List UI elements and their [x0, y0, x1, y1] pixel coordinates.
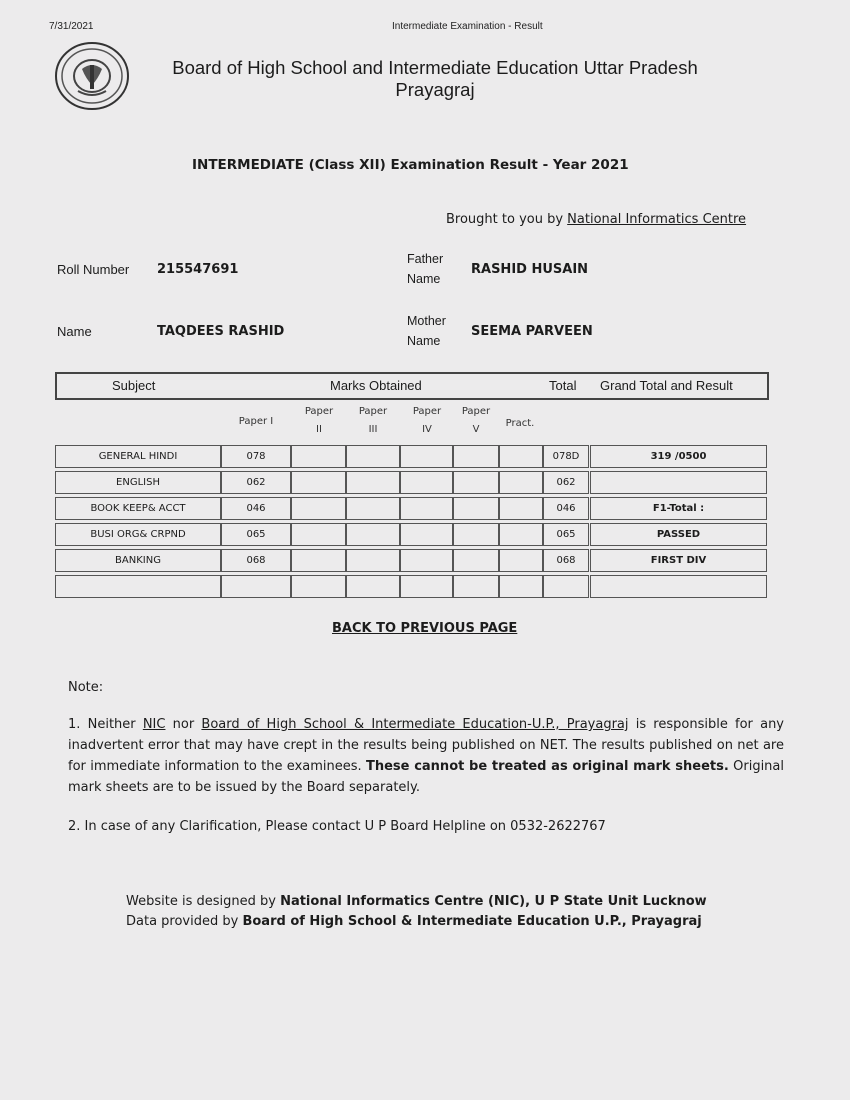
- father-label-line-2: Name: [407, 272, 441, 286]
- table-row: [55, 523, 767, 546]
- print-date: 7/31/2021: [49, 21, 94, 32]
- subheader-label: Pract.: [505, 418, 535, 429]
- marks-table-header: [55, 372, 769, 400]
- subheader-label: Paper: [461, 406, 491, 417]
- header-grand-total: Grand Total and Result: [600, 378, 733, 393]
- note-heading: Note:: [68, 680, 104, 695]
- table-row: [55, 575, 767, 598]
- subheader-label: II: [316, 424, 322, 435]
- up-emblem-logo: [54, 41, 132, 111]
- paper1-cell: 046: [246, 503, 266, 514]
- nic-link[interactable]: National Informatics Centre: [567, 212, 747, 227]
- total-cell: 046: [556, 503, 576, 514]
- subheader-practical: [498, 415, 542, 433]
- paper1-cell: 068: [246, 555, 266, 566]
- mother-name-label: [407, 311, 446, 351]
- note-paragraph-1: [68, 714, 784, 798]
- footer-text: Website is designed by: [126, 894, 281, 909]
- footer-bold-text: Board of High School & Intermediate Education U.P., Prayagraj: [242, 914, 702, 929]
- note-text: is responsible for any inadvertent error that may have crept in the results being published on NET. The results published on net are for immediate information to the examinees.: [68, 717, 785, 774]
- father-label-line-1: Father: [407, 252, 444, 266]
- board-line-2: Prayagraj: [395, 79, 475, 100]
- footer-data-provided: [126, 914, 702, 929]
- roll-number-value: 215547691: [157, 262, 239, 277]
- note-paragraph-2: 2. In case of any Clarification, Please contact U P Board Helpline on 0532-2622767: [68, 819, 606, 834]
- result-cell: PASSED: [656, 529, 701, 540]
- subject-cell: BOOK KEEP& ACCT: [90, 503, 186, 514]
- subheader-label: IV: [422, 424, 432, 435]
- result-cell: F1-Total :: [652, 503, 705, 514]
- header-subject: Subject: [112, 378, 156, 393]
- paper1-cell: 065: [246, 529, 266, 540]
- subheader-paper-1: [227, 413, 285, 431]
- mother-label-line-2: Name: [407, 334, 441, 348]
- header-total: Total: [549, 378, 577, 393]
- subheader-paper-5: [452, 403, 500, 439]
- subheader-label: Paper: [358, 406, 388, 417]
- footer-bold-text: National Informatics Centre (NIC), U P State Unit Lucknow: [280, 894, 707, 909]
- footer-designed-by: [126, 894, 707, 909]
- subheader-paper-4: [403, 403, 451, 439]
- mother-label-line-1: Mother: [407, 314, 446, 328]
- subheader-label: V: [472, 424, 480, 435]
- footer-text: Data provided by: [126, 914, 243, 929]
- result-cell: FIRST DIV: [650, 555, 707, 566]
- subject-cell: BUSI ORG& CRPND: [90, 529, 186, 540]
- nic-note-link[interactable]: NIC: [142, 717, 166, 732]
- subheader-label: Paper I: [238, 416, 274, 427]
- exam-title: INTERMEDIATE (Class XII) Examination Result - Year 2021: [192, 157, 629, 173]
- note-text: nor: [165, 717, 202, 732]
- father-name-label: [407, 249, 443, 289]
- brought-by-prefix: Brought to you by: [446, 212, 568, 227]
- subheader-label: III: [368, 424, 378, 435]
- board-note-link[interactable]: Board of High School & Intermediate Education-U.P., Prayagraj: [201, 717, 629, 732]
- note-text: Original mark sheets are to be issued by the Board separately.: [68, 759, 784, 795]
- subject-cell: BANKING: [115, 555, 161, 566]
- result-cell: 319 /0500: [650, 451, 707, 462]
- board-name: [135, 57, 735, 101]
- subheader-label: Paper: [304, 406, 334, 417]
- subject-cell: ENGLISH: [116, 477, 160, 488]
- subject-cell: GENERAL HINDI: [98, 451, 178, 462]
- table-row: [55, 471, 767, 494]
- total-cell: 068: [556, 555, 576, 566]
- table-row: [55, 497, 767, 520]
- paper1-cell: 062: [246, 477, 266, 488]
- note-bold-text: These cannot be treated as original mark sheets.: [365, 759, 729, 774]
- subheader-label: Paper: [412, 406, 442, 417]
- total-cell: 062: [556, 477, 576, 488]
- name-value: TAQDEES RASHID: [157, 324, 285, 339]
- table-row: [55, 549, 767, 572]
- subheader-paper-3: [349, 403, 397, 439]
- roll-number-label: Roll Number: [57, 262, 130, 277]
- print-title: Intermediate Examination - Result: [392, 21, 543, 32]
- paper1-cell: 078: [246, 451, 266, 462]
- total-cell: 078D: [552, 451, 580, 462]
- brought-by: [446, 212, 746, 227]
- header-marks-obtained: Marks Obtained: [330, 378, 422, 393]
- table-row: [55, 445, 767, 468]
- total-cell: 065: [556, 529, 576, 540]
- mother-name-value: SEEMA PARVEEN: [471, 324, 593, 339]
- father-name-value: RASHID HUSAIN: [471, 262, 589, 277]
- board-line-1: Board of High School and Intermediate Education Uttar Pradesh: [172, 57, 698, 78]
- back-to-previous-page-link[interactable]: BACK TO PREVIOUS PAGE: [332, 621, 518, 636]
- note-text: 1. Neither: [68, 717, 143, 732]
- name-label: Name: [57, 324, 92, 339]
- subheader-paper-2: [295, 403, 343, 439]
